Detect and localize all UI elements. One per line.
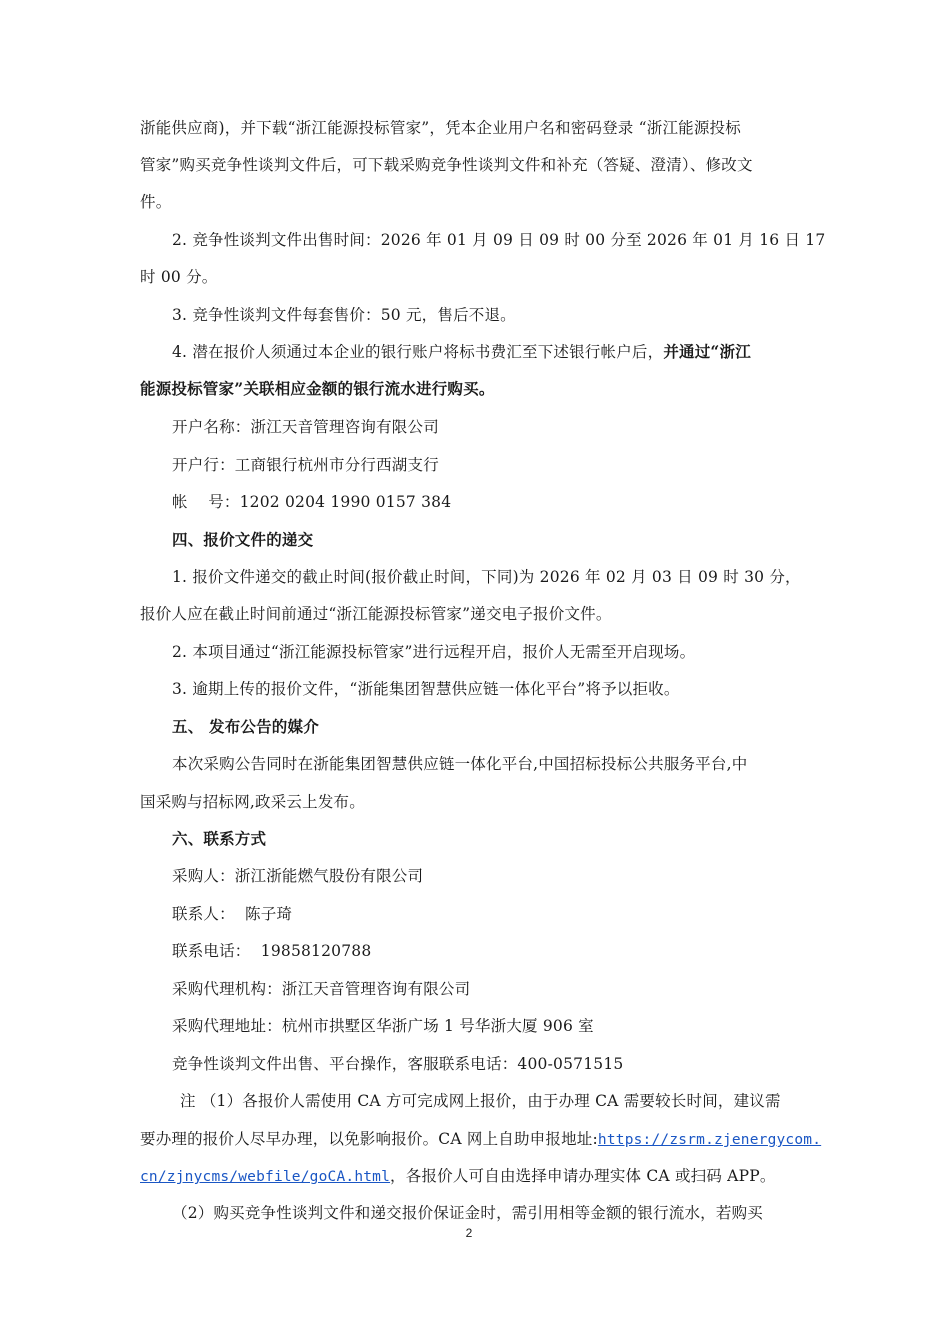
note-text [140,1127,822,1152]
ca-application-link[interactable]: https://zsrm.zjenergycom. [597,1132,822,1148]
paragraph-text-bold: 并通过“浙江 [663,342,751,361]
paragraph-text: 报价人应在截止时间前通过“浙江能源投标管家”递交电子报价文件。 [140,605,612,623]
paragraph-text: 2. 本项目通过“浙江能源投标管家”进行远程开启，报价人无需至开启现场。 [172,643,696,661]
paragraph-text: 件。 [140,193,172,211]
bank-branch: 开户行：工商银行杭州市分行西湖支行 [172,456,439,474]
paragraph-text: 本次采购公告同时在浙能集团智慧供应链一体化平台,中国招标投标公共服务平台,中 [172,755,748,773]
paragraph-text: 国采购与招标网,政采云上发布。 [140,793,365,811]
ca-application-link[interactable]: cn/zjnycms/webfile/goCA.html [140,1169,391,1185]
paragraph-text: 2. 竞争性谈判文件出售时间：2026 年 01 月 09 日 09 时 00 分至 2026 年 01 月 16 日 17 [172,231,826,249]
page-number: 2 [465,1226,473,1240]
paragraph-text: 管家”购买竞争性谈判文件后，可下载采购竞争性谈判文件和补充（答疑、澄清）、修改文 [140,156,753,174]
paragraph-text: 1. 报价文件递交的截止时间(报价截止时间，下同)为 2026 年 02 月 03 日 09 时 30 分， [172,568,801,586]
note-text-part: ，各报价人可自由选择申请办理实体 CA 或扫码 APP。 [390,1167,776,1185]
contact-person: 联系人： 陈子琦 [172,905,293,923]
contact-service-phone: 竞争性谈判文件出售、平台操作，客服联系电话：400-0571515 [172,1055,624,1073]
note-text-part: 要办理的报价人尽早办理，以免影响报价。CA 网上自助申报地址: [140,1130,598,1148]
contact-agency-address: 采购代理地址：杭州市拱墅区华浙广场 1 号华浙大厦 906 室 [172,1017,594,1035]
note-text: （2）购买竞争性谈判文件和递交报价保证金时，需引用相等金额的银行流水，若购买 [172,1204,763,1222]
paragraph-text-normal: 4. 潜在报价人须通过本企业的银行账户将标书费汇至下述银行帐户后， [172,343,664,361]
paragraph-text: 浙能供应商)，并下载“浙江能源投标管家”，凭本企业用户名和密码登录 “浙江能源投标 [140,119,741,137]
contact-purchaser: 采购人：浙江浙能燃气股份有限公司 [172,867,424,885]
bank-account-name: 开户名称：浙江天音管理咨询有限公司 [172,418,439,436]
paragraph-text: 3. 竞争性谈判文件每套售价：50 元，售后不退。 [172,306,516,324]
section-heading: 五、 发布公告的媒介 [172,717,319,736]
note-text: 注 （1）各报价人需使用 CA 方可完成网上报价，由于办理 CA 需要较长时间，建议需 [180,1092,781,1110]
contact-phone: 联系电话： 19858120788 [172,942,372,960]
paragraph-text: 时 00 分。 [140,268,218,286]
note-text [140,1164,808,1189]
section-heading: 四、报价文件的递交 [172,530,314,549]
paragraph-text [172,340,808,364]
paragraph-text: 3. 逾期上传的报价文件，“浙能集团智慧供应链一体化平台”将予以拒收。 [172,680,680,698]
bank-account-number: 帐 号：1202 0204 1990 0157 384 [172,493,452,511]
section-heading: 六、联系方式 [172,829,267,848]
contact-agency: 采购代理机构：浙江天音管理咨询有限公司 [172,980,471,998]
paragraph-text-bold: 能源投标管家”关联相应金额的银行流水进行购买。 [140,379,495,398]
